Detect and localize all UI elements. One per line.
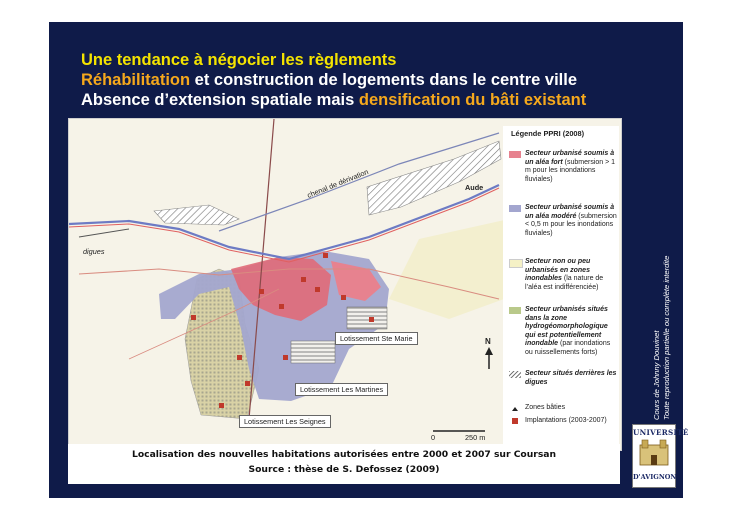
legend-swatch xyxy=(509,405,521,412)
hatched-zone-north xyxy=(367,141,501,215)
title-line-2-rest: et construction de logements dans le centre ville xyxy=(190,71,578,89)
label-scale-0: 0 xyxy=(431,433,436,442)
lotissement-ste-marie-area xyxy=(347,307,387,329)
legend-item-behind-digues xyxy=(509,370,617,387)
legend-item-moderate-hazard xyxy=(509,204,617,238)
flood-zone-east xyxy=(389,219,509,319)
legend-item-high-hazard xyxy=(509,150,617,184)
copyright-vertical xyxy=(652,256,672,420)
lotissement-martines-area xyxy=(291,341,335,363)
hatched-zone-west xyxy=(154,205,239,225)
caption-line-2: Source : thèse de S. Defossez (2009) xyxy=(248,464,440,475)
map-legend xyxy=(503,126,619,444)
legend-swatch xyxy=(509,307,521,314)
title-line-1: Une tendance à négocier les règlements xyxy=(81,51,397,69)
legend-swatch xyxy=(509,371,521,378)
legend-item-desc: (submersion > 1 m pour les inondations fluviales) xyxy=(525,158,616,183)
legend-item-label: Secteur urbanisé soumis à un aléa modéré xyxy=(525,204,615,220)
label-chenal: chenal de dérivation xyxy=(305,167,370,200)
legend-item-label: Secteur non ou peu urbanisés en zones inondables xyxy=(525,258,591,283)
digue-line xyxy=(79,229,129,237)
title-line-2-highlight: Réhabilitation xyxy=(81,71,191,89)
label-digues: digues xyxy=(83,247,105,256)
legend-item-label: Secteur situés derrières les digues xyxy=(525,370,617,386)
legend-item-zones-baties xyxy=(509,404,617,413)
legend-swatch xyxy=(509,259,523,268)
legend-item-flood-zone xyxy=(509,258,617,292)
copyright-line-2: Toute reproduction partielle ou complète interdite xyxy=(662,255,671,420)
legend-item-hydrogeomorphologic xyxy=(509,306,617,358)
legend-item-desc: (par inondations ou ruissellements forts) xyxy=(525,340,611,356)
legend-swatch xyxy=(512,418,518,424)
label-lotissement-ste-marie: Lotissement Ste Marie xyxy=(335,332,418,345)
university-logo xyxy=(632,424,689,488)
logo-line-1: UNIVERSITÉ xyxy=(633,428,689,437)
legend-swatch xyxy=(509,205,521,212)
legend-item-implantations xyxy=(509,417,617,426)
legend-item-desc: (submersion < 0,5 m pour les inondations fluviales) xyxy=(525,212,617,237)
title-line-2 xyxy=(81,70,586,90)
legend-item-label: Secteur urbanisés situés dans la zone hydrogéomorphologique qui est potentiellement inondable xyxy=(525,306,608,348)
legend-item-desc: (la nature de l’aléa est indifférenciée) xyxy=(525,275,604,291)
map-caption xyxy=(68,444,620,484)
legend-item-label: Implantations (2003-2007) xyxy=(525,417,607,424)
title-line-3 xyxy=(81,90,586,110)
north-arrow-head xyxy=(485,347,493,355)
slide-titles xyxy=(81,50,586,110)
palace-icon xyxy=(638,437,670,467)
copyright-line-1: Cours de Johnny Douvinet xyxy=(652,330,661,420)
legend-title: Légende PPRI (2008) xyxy=(511,129,585,138)
legend-swatch xyxy=(509,151,521,158)
label-lotissement-martines: Lotissement Les Martines xyxy=(295,383,388,396)
title-line-3-highlight: densification du bâti existant xyxy=(358,91,587,109)
label-aude: Aude xyxy=(465,183,484,192)
title-line-3-start: Absence d’extension spatiale mais xyxy=(81,91,359,109)
label-scale-250: 250 m xyxy=(465,433,486,442)
caption-line-1: Localisation des nouvelles habitations autorisées entre 2000 et 2007 sur Coursan xyxy=(131,449,557,460)
label-north: N xyxy=(485,337,491,346)
legend-item-label: Zones bâties xyxy=(525,404,566,411)
label-lotissement-seignes: Lotissement Les Seignes xyxy=(239,415,331,428)
logo-line-2: D'AVIGNON xyxy=(633,473,677,481)
legend-item-label: Secteur urbanisé soumis à un aléa fort xyxy=(525,150,615,166)
